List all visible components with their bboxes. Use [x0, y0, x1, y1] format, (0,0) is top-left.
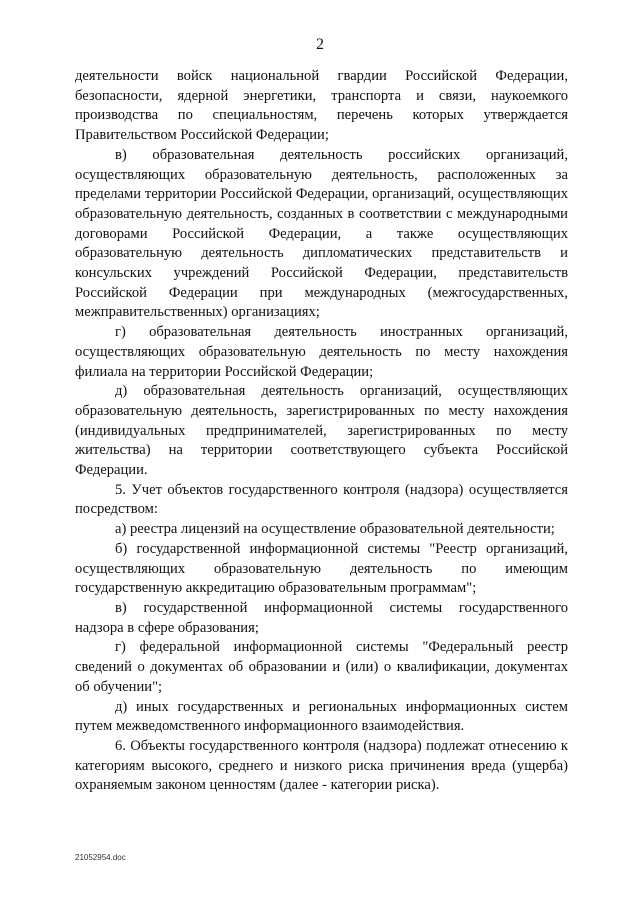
paragraph-continuation: деятельности войск национальной гвардии Российской Федерации, безопасности, ядерной энергетики, транспорта и связи, наукоемкого производства по специальностям, перечень которых утверждается Правительством Российской Федерации;: [75, 68, 568, 144]
paragraph-item-g: г) образовательная деятельность иностранных организаций, осуществляющих образовательную деятельность по месту нахождения филиала на территории Российской Федерации;: [75, 324, 568, 380]
paragraph-item-d: д) образовательная деятельность организаций, осуществляющих образовательную деятельность, зарегистрированных по месту нахождения (индивидуальных предпринимателей, зарегистрированных по месту жительства) на территории соответствующего субъекта Российской Федерации.: [75, 383, 568, 479]
page-number: 2: [316, 36, 324, 53]
paragraph-item-b: б) государственной информационной системы "Реестр организаций, осуществляющих образовательную деятельность по имеющим государственную аккредитацию образовательным программам";: [75, 540, 568, 597]
paragraph-item-v2: в) государственной информационной системы государственного надзора в сфере образования;: [75, 599, 568, 636]
document-body: [75, 67, 568, 796]
paragraph-item-g2: г) федеральной информационной системы "Федеральный реестр сведений о документах об образовании и (или) о квалификации, документах об обучении";: [75, 639, 568, 695]
paragraph-section-5: 5. Учет объектов государственного контроля (надзора) осуществляется посредством:: [75, 481, 568, 518]
paragraph-section-6: 6. Объекты государственного контроля (надзора) подлежат отнесению к категориям высокого, среднего и низкого риска причинения вреда (ущерба) охраняемым законом ценностям (далее - категории риска).: [75, 737, 568, 794]
paragraph-item-d2: д) иных государственных и региональных информационных систем путем межведомственного информационного взаимодействия.: [75, 698, 568, 735]
paragraph-item-a: а) реестра лицензий на осуществление образовательной деятельности;: [115, 521, 555, 538]
paragraph-item-v: в) образовательная деятельность российских организаций, осуществляющих образовательную деятельность, расположенных за пределами территории Российской Федерации, организаций, осуществляющих образовательную деятельность, созданных в соответствии с международными договорами Российской Федерации, а также осуществляющих образовательную деятельность дипломатических представительств и консульских учреждений Российской Федерации, представительств Российской Федерации при международных (межгосударственных, межправительственных) организациях;: [75, 146, 568, 321]
footer-filename: 21052954.doc: [75, 853, 126, 862]
